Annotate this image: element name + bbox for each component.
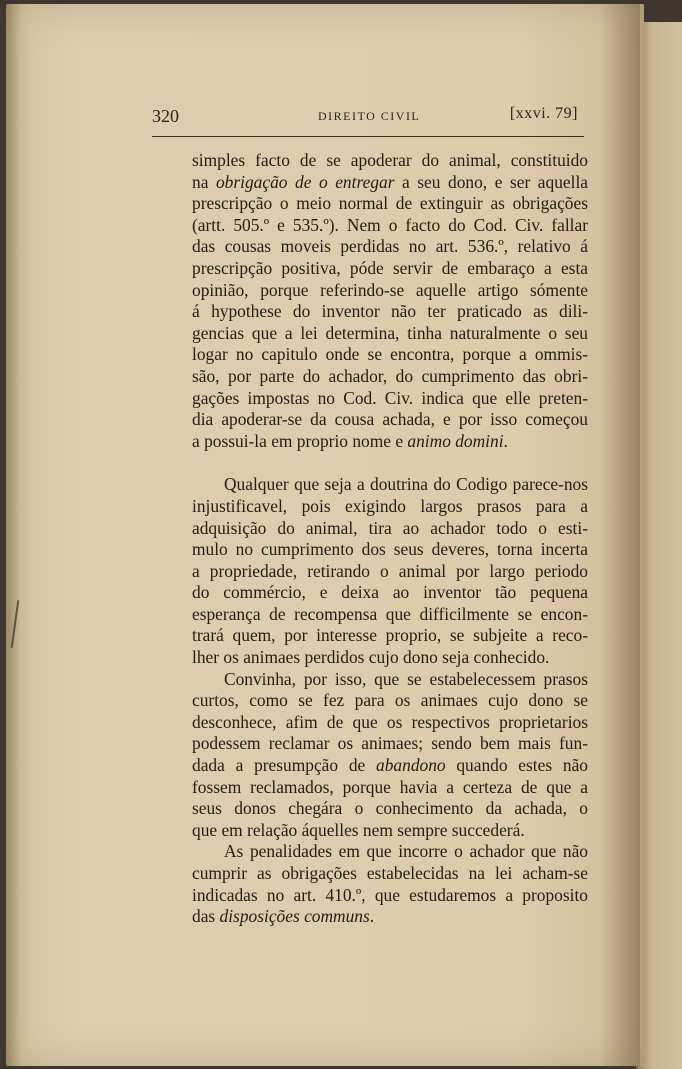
italic-phrase: obrigação de o entregar — [215, 171, 395, 192]
text-line: do commércio, e deixa ao inventor tão pequena — [192, 582, 588, 603]
gutter-shadow — [600, 4, 640, 1066]
text-line: que em relação áquelles nem sempre succederá. — [192, 819, 525, 840]
text-line: das cousas moveis perdidas no art. 536.º, relativo á — [192, 236, 588, 257]
paragraph — [192, 150, 588, 452]
page-number: 320 — [152, 106, 179, 126]
text-line: simples facto de se apoderar do animal, constituido — [192, 150, 588, 170]
text-line: indicadas no art. 410.º, que estudaremos a proposito — [192, 884, 588, 905]
text-line: logar no capitulo onde se encontra, porque a ommis- — [192, 344, 588, 365]
text-line: Qualquer que seja a doutrina do Codigo parece-nos — [224, 474, 588, 495]
paragraph — [192, 669, 588, 842]
text-line: fossem reclamados, porque havia a certeza de que a — [192, 776, 588, 797]
text-line: esperança de recompensa que difficilmente se encon- — [192, 603, 588, 624]
paragraph — [192, 841, 588, 927]
text-line: curtos, como se fez para os animaes cujo dono se — [192, 690, 588, 711]
text-line: podessem reclamar os animaes; sendo bem mais fun- — [192, 733, 588, 754]
running-header — [152, 104, 584, 128]
italic-phrase: abandono — [376, 755, 446, 776]
text-line: (artt. 505.º e 535.º). Nem o facto do Cod. Civ. fallar — [192, 214, 588, 235]
text-line: na obrigação de o entregar a seu dono, e ser aquella — [192, 171, 589, 192]
text-line: dia apoderar-se da cousa achada, e por isso começou — [192, 409, 588, 430]
text-line: das disposições communs. — [192, 906, 375, 927]
running-title: DIREITO CIVIL — [318, 109, 421, 123]
text-line: trará quem, por interesse proprio, se subjeite a reco- — [192, 625, 588, 646]
text-line: injustificavel, pois exigindo largos prasos para a — [192, 495, 588, 516]
text-line: opinião, porque referindo-se aquelle artigo sómente — [192, 279, 588, 300]
text-line: lher os animaes perdidos cujo dono seja conhecido. — [192, 647, 550, 668]
text-line: gencias que a lei determina, tinha naturalmente o seu — [192, 322, 588, 343]
text-line: cumprir as obrigações estabelecidas na lei acham-se — [192, 863, 588, 883]
text-line: mulo no cumprimento dos seus deveres, torna incerta — [192, 539, 588, 560]
text-line: prescripção positiva, póde servir de embaraço a esta — [192, 257, 588, 278]
paragraph — [192, 474, 588, 668]
text-line: á hypothese do inventor não ter praticado as dili- — [192, 301, 588, 322]
text-line: As penalidades em que incorre o achador que não — [224, 841, 588, 862]
text-line: seus donos chegára o conhecimento da achada, o — [192, 798, 588, 819]
text-line: dada a presumpção de abandono quando estes não — [192, 755, 588, 776]
italic-phrase: animo domini — [407, 430, 504, 451]
section-reference: [xxvi. 79] — [509, 105, 578, 122]
italic-phrase: disposições communs — [219, 906, 370, 927]
text-line: Convinha, por isso, que se estabelecessem prasos — [224, 668, 588, 689]
header-rule — [152, 136, 584, 137]
text-line: a propriedade, retirando o animal por largo periodo — [192, 560, 588, 581]
text-line: desconhece, afim de que os respectivos proprietarios — [192, 711, 588, 732]
body-text — [192, 150, 588, 928]
page-binding-shadow — [6, 4, 20, 1066]
text-line: adquisição do animal, tira ao achador todo o esti- — [192, 517, 588, 538]
text-line: prescripção o meio normal de extinguir as obrigações — [192, 193, 588, 214]
text-line: a possui-la em proprio nome e animo domini. — [192, 430, 508, 451]
text-line: são, por parte do achador, do cumprimento das obri- — [192, 365, 588, 386]
text-line: gações impostas no Cod. Civ. indica que elle preten- — [192, 387, 588, 408]
paragraph-gap — [192, 452, 588, 474]
